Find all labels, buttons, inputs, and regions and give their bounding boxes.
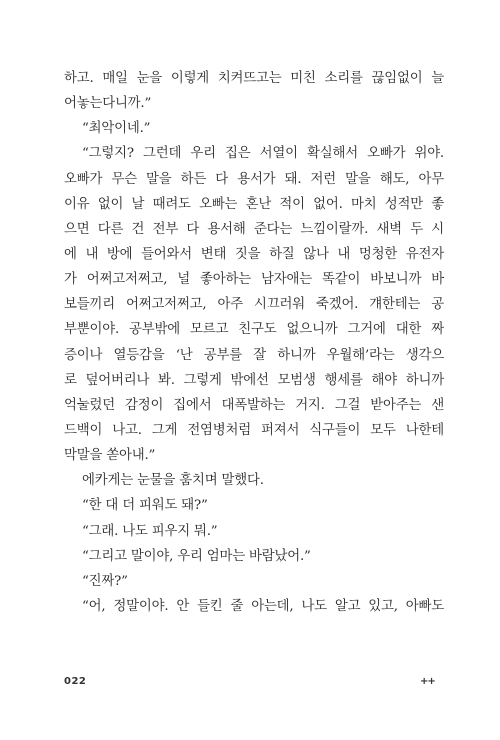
text-line: 으면 다른 건 전부 다 용서해 준다는 느낌이랄까. 새벽 두 시	[64, 221, 444, 237]
text-line: 막말을 쏟아내.”	[64, 448, 156, 464]
text-line: 억눌렀던 감정이 집에서 대폭발하는 거지. 그걸 받아주는 샌	[64, 397, 444, 413]
text-line: “그래. 나도 피우지 뭐.”	[82, 523, 218, 539]
text-line: 부뿐이야. 공부밖에 모르고 친구도 없으니까 그거에 대한 짜	[64, 322, 444, 338]
page-number: 022	[64, 676, 87, 687]
text-line: 하고. 매일 눈을 이렇게 치켜뜨고는 미친 소리를 끊임없이 늘	[64, 71, 444, 86]
text-line: 이유 없이 날 때려도 오빠는 혼난 적이 없어. 마치 성적만 좋	[64, 196, 444, 212]
page-body	[64, 66, 444, 619]
text-line: 보들끼리 어쩌고저쩌고, 아주 시끄러워 죽겠어. 걔한테는 공	[64, 297, 444, 313]
text-line: 오빠가 무슨 말을 하든 다 용서가 돼. 저런 말을 해도, 아무	[64, 171, 444, 187]
text-line: 어놓는다니까.”	[64, 96, 152, 112]
text-line: 로 덮어버리나 봐. 그렇게 밖에선 모범생 행세를 해야 하니까	[64, 372, 444, 388]
text-line: 증이나 열등감을 ‘난 공부를 잘 하니까 우월해’라는 생각으	[64, 347, 444, 363]
text-line: 가 어쩌고저쩌고, 널 좋아하는 남자애는 똑같이 바보니까 바	[64, 272, 444, 288]
text-line: 에카게는 눈물을 훔치며 말했다.	[82, 473, 264, 489]
text-line: “진짜?”	[82, 573, 128, 589]
running-footer-mark: ++	[420, 676, 435, 687]
text-line: “그렇지? 그런데 우리 집은 서열이 확실해서 오빠가 위야.	[82, 146, 444, 162]
text-line: “어, 정말이야. 안 들킨 줄 아는데, 나도 알고 있고, 아빠도	[82, 598, 444, 614]
text-line: “그리고 말이야, 우리 엄마는 바람났어.”	[82, 548, 311, 564]
text-line: “한 대 더 피워도 돼?”	[82, 498, 208, 514]
text-line: 드백이 나고. 그게 전염병처럼 퍼져서 식구들이 모두 나한테	[64, 422, 444, 438]
text-line: 에 내 방에 들어와서 변태 짓을 하질 않나 내 멍청한 유전자	[64, 246, 444, 262]
text-line: “최악이네.”	[82, 121, 151, 137]
